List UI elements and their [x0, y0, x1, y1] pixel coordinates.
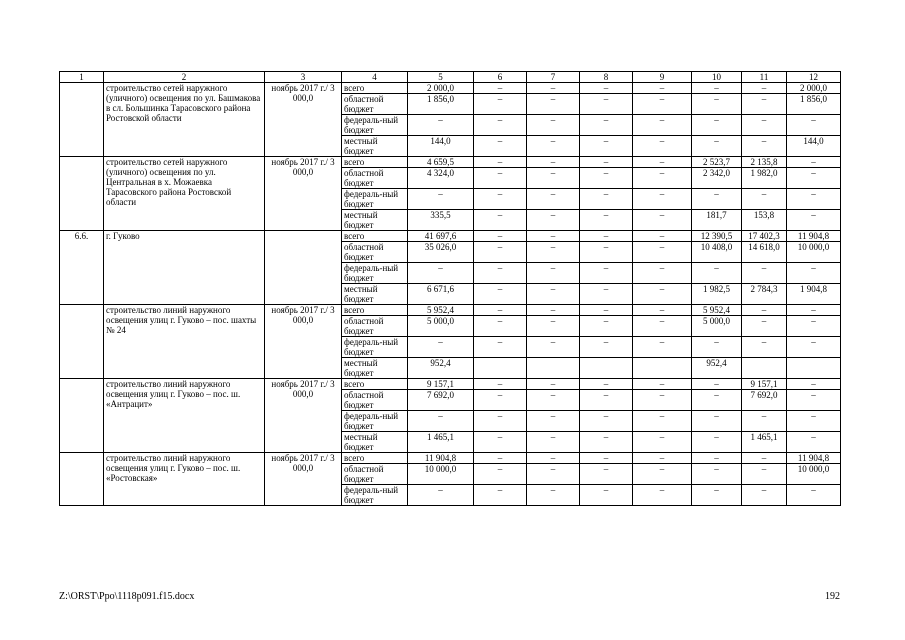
amount-cell: –: [527, 485, 580, 506]
amount-cell: –: [474, 83, 527, 94]
amount-cell: 7 692,0: [742, 390, 787, 411]
amount-cell: –: [787, 157, 841, 168]
funding-source: местный бюджет: [342, 210, 408, 231]
funding-source: всего: [342, 157, 408, 168]
amount-cell: –: [474, 411, 527, 432]
column-number: 9: [633, 72, 692, 83]
amount-cell: –: [580, 390, 633, 411]
amount-cell: –: [787, 337, 841, 358]
item-date-cost: ноябрь 2017 г./ 3 000,0: [265, 379, 342, 453]
amount-cell: 181,7: [692, 210, 742, 231]
amount-cell: –: [474, 379, 527, 390]
amount-cell: –: [580, 379, 633, 390]
amount-cell: 41 697,6: [408, 231, 474, 242]
amount-cell: 11 904,8: [787, 231, 841, 242]
amount-cell: 2 000,0: [787, 83, 841, 94]
amount-cell: 1 904,8: [787, 284, 841, 305]
amount-cell: 17 402,3: [742, 231, 787, 242]
amount-cell: –: [692, 189, 742, 210]
amount-cell: –: [787, 316, 841, 337]
amount-cell: –: [742, 485, 787, 506]
amount-cell: –: [527, 432, 580, 453]
amount-cell: 153,8: [742, 210, 787, 231]
funding-source: областной бюджет: [342, 168, 408, 189]
column-number: 10: [692, 72, 742, 83]
amount-cell: –: [742, 464, 787, 485]
amount-cell: –: [580, 210, 633, 231]
item-number: [60, 157, 104, 231]
amount-cell: [527, 358, 580, 379]
amount-cell: –: [633, 157, 692, 168]
budget-table: [59, 71, 841, 506]
amount-cell: 2 784,3: [742, 284, 787, 305]
amount-cell: –: [580, 316, 633, 337]
amount-cell: –: [787, 411, 841, 432]
funding-source: всего: [342, 83, 408, 94]
funding-source: федераль-ный бюджет: [342, 263, 408, 284]
amount-cell: –: [692, 379, 742, 390]
amount-cell: –: [633, 337, 692, 358]
amount-cell: –: [633, 379, 692, 390]
amount-cell: 2 000,0: [408, 83, 474, 94]
amount-cell: –: [633, 242, 692, 263]
amount-cell: 952,4: [692, 358, 742, 379]
funding-source: областной бюджет: [342, 316, 408, 337]
amount-cell: –: [474, 284, 527, 305]
amount-cell: –: [742, 453, 787, 464]
amount-cell: 4 659,5: [408, 157, 474, 168]
amount-cell: –: [633, 94, 692, 115]
amount-cell: –: [527, 284, 580, 305]
amount-cell: –: [408, 337, 474, 358]
amount-cell: –: [474, 115, 527, 136]
amount-cell: [742, 358, 787, 379]
amount-cell: –: [474, 432, 527, 453]
page-number: 192: [825, 591, 840, 602]
table-row: [60, 379, 841, 390]
amount-cell: [787, 358, 841, 379]
column-number: 2: [104, 72, 265, 83]
amount-cell: 1 982,5: [692, 284, 742, 305]
funding-source: областной бюджет: [342, 390, 408, 411]
column-number: 1: [60, 72, 104, 83]
amount-cell: 335,5: [408, 210, 474, 231]
amount-cell: –: [527, 210, 580, 231]
amount-cell: [633, 358, 692, 379]
column-number: 8: [580, 72, 633, 83]
amount-cell: –: [692, 411, 742, 432]
amount-cell: –: [787, 210, 841, 231]
amount-cell: –: [580, 242, 633, 263]
amount-cell: –: [527, 411, 580, 432]
amount-cell: –: [527, 168, 580, 189]
item-name: строительство линий наружного освещения улиц г. Гуково – пос. ш. «Антрацит»: [104, 379, 265, 453]
amount-cell: –: [580, 189, 633, 210]
item-date-cost: [265, 231, 342, 305]
funding-source: областной бюджет: [342, 464, 408, 485]
funding-source: всего: [342, 231, 408, 242]
amount-cell: –: [580, 168, 633, 189]
amount-cell: –: [633, 453, 692, 464]
funding-source: федераль-ный бюджет: [342, 189, 408, 210]
amount-cell: –: [527, 115, 580, 136]
amount-cell: 1 856,0: [408, 94, 474, 115]
amount-cell: 2 523,7: [692, 157, 742, 168]
amount-cell: –: [474, 390, 527, 411]
amount-cell: –: [527, 337, 580, 358]
amount-cell: –: [633, 464, 692, 485]
amount-cell: –: [742, 337, 787, 358]
amount-cell: –: [474, 453, 527, 464]
amount-cell: 1 465,1: [408, 432, 474, 453]
amount-cell: –: [527, 379, 580, 390]
item-number: [60, 305, 104, 379]
amount-cell: 952,4: [408, 358, 474, 379]
funding-source: местный бюджет: [342, 284, 408, 305]
amount-cell: –: [527, 136, 580, 157]
amount-cell: –: [474, 189, 527, 210]
amount-cell: –: [474, 337, 527, 358]
column-number: 6: [474, 72, 527, 83]
amount-cell: –: [633, 485, 692, 506]
amount-cell: –: [742, 136, 787, 157]
amount-cell: 5 000,0: [692, 316, 742, 337]
column-number: 7: [527, 72, 580, 83]
amount-cell: 10 000,0: [408, 464, 474, 485]
amount-cell: –: [527, 263, 580, 284]
amount-cell: 11 904,8: [408, 453, 474, 464]
amount-cell: –: [580, 411, 633, 432]
amount-cell: –: [787, 168, 841, 189]
amount-cell: 11 904,8: [787, 453, 841, 464]
funding-source: федераль-ный бюджет: [342, 411, 408, 432]
amount-cell: –: [742, 83, 787, 94]
item-name: строительство сетей наружного (уличного) освещения по ул. Башмакова в сл. Большинка Тарасовского района Ростовской области: [104, 83, 265, 157]
amount-cell: 2 135,8: [742, 157, 787, 168]
amount-cell: –: [692, 83, 742, 94]
item-name: строительство сетей наружного (уличного) освещения по ул. Центральная в х. Можаевка Тарасовского района Ростовской области: [104, 157, 265, 231]
amount-cell: –: [692, 337, 742, 358]
amount-cell: –: [408, 411, 474, 432]
amount-cell: –: [408, 263, 474, 284]
funding-source: местный бюджет: [342, 432, 408, 453]
amount-cell: –: [742, 189, 787, 210]
amount-cell: –: [580, 464, 633, 485]
amount-cell: –: [742, 115, 787, 136]
amount-cell: 6 671,6: [408, 284, 474, 305]
funding-source: местный бюджет: [342, 136, 408, 157]
amount-cell: –: [474, 136, 527, 157]
amount-cell: –: [742, 411, 787, 432]
amount-cell: –: [692, 485, 742, 506]
amount-cell: –: [474, 210, 527, 231]
column-number: 5: [408, 72, 474, 83]
amount-cell: –: [633, 284, 692, 305]
amount-cell: –: [580, 83, 633, 94]
amount-cell: –: [408, 485, 474, 506]
amount-cell: 144,0: [408, 136, 474, 157]
amount-cell: 5 000,0: [408, 316, 474, 337]
amount-cell: –: [633, 263, 692, 284]
funding-source: федераль-ный бюджет: [342, 115, 408, 136]
amount-cell: 5 952,4: [692, 305, 742, 316]
funding-source: федераль-ный бюджет: [342, 337, 408, 358]
amount-cell: 10 408,0: [692, 242, 742, 263]
amount-cell: –: [527, 316, 580, 337]
amount-cell: –: [408, 115, 474, 136]
item-number: 6.6.: [60, 231, 104, 305]
amount-cell: –: [408, 189, 474, 210]
amount-cell: 10 000,0: [787, 242, 841, 263]
table-row: [60, 157, 841, 168]
amount-cell: –: [527, 83, 580, 94]
table-row: [60, 231, 841, 242]
amount-cell: –: [580, 263, 633, 284]
amount-cell: –: [692, 263, 742, 284]
amount-cell: 2 342,0: [692, 168, 742, 189]
amount-cell: –: [580, 432, 633, 453]
amount-cell: –: [580, 485, 633, 506]
item-number: [60, 453, 104, 506]
amount-cell: –: [633, 115, 692, 136]
amount-cell: –: [580, 115, 633, 136]
amount-cell: 5 952,4: [408, 305, 474, 316]
amount-cell: –: [633, 136, 692, 157]
amount-cell: –: [692, 94, 742, 115]
amount-cell: 14 618,0: [742, 242, 787, 263]
funding-source: федераль-ный бюджет: [342, 485, 408, 506]
amount-cell: 10 000,0: [787, 464, 841, 485]
amount-cell: 1 982,0: [742, 168, 787, 189]
amount-cell: –: [742, 316, 787, 337]
amount-cell: –: [742, 305, 787, 316]
amount-cell: 144,0: [787, 136, 841, 157]
amount-cell: 12 390,5: [692, 231, 742, 242]
amount-cell: –: [633, 432, 692, 453]
amount-cell: –: [692, 115, 742, 136]
amount-cell: –: [527, 94, 580, 115]
amount-cell: –: [692, 453, 742, 464]
amount-cell: –: [787, 305, 841, 316]
amount-cell: –: [474, 242, 527, 263]
amount-cell: –: [580, 94, 633, 115]
item-date-cost: ноябрь 2017 г./ 3 000,0: [265, 453, 342, 506]
amount-cell: –: [527, 242, 580, 263]
amount-cell: –: [580, 231, 633, 242]
amount-cell: –: [580, 157, 633, 168]
column-number: 11: [742, 72, 787, 83]
amount-cell: –: [474, 157, 527, 168]
amount-cell: –: [692, 390, 742, 411]
amount-cell: 9 157,1: [408, 379, 474, 390]
table-row: [60, 305, 841, 316]
amount-cell: –: [633, 390, 692, 411]
amount-cell: –: [527, 390, 580, 411]
funding-source: областной бюджет: [342, 242, 408, 263]
amount-cell: –: [474, 464, 527, 485]
amount-cell: –: [633, 168, 692, 189]
funding-source: всего: [342, 453, 408, 464]
funding-source: областной бюджет: [342, 94, 408, 115]
amount-cell: –: [474, 305, 527, 316]
item-name: строительство линий наружного освещения улиц г. Гуково – пос. шахты № 24: [104, 305, 265, 379]
item-name: г. Гуково: [104, 231, 265, 305]
amount-cell: –: [633, 210, 692, 231]
funding-source: всего: [342, 379, 408, 390]
amount-cell: 35 026,0: [408, 242, 474, 263]
amount-cell: –: [787, 115, 841, 136]
amount-cell: –: [527, 453, 580, 464]
item-date-cost: ноябрь 2017 г./ 3 000,0: [265, 305, 342, 379]
amount-cell: –: [787, 390, 841, 411]
item-name: строительство линий наружного освещения улиц г. Гуково – пос. ш. «Ростовская»: [104, 453, 265, 506]
amount-cell: [580, 358, 633, 379]
amount-cell: –: [692, 464, 742, 485]
amount-cell: –: [787, 379, 841, 390]
amount-cell: –: [527, 231, 580, 242]
amount-cell: 9 157,1: [742, 379, 787, 390]
amount-cell: –: [580, 337, 633, 358]
amount-cell: –: [633, 411, 692, 432]
amount-cell: –: [527, 464, 580, 485]
table-row: [60, 83, 841, 94]
item-date-cost: ноябрь 2017 г./ 3 000,0: [265, 83, 342, 157]
amount-cell: –: [633, 305, 692, 316]
amount-cell: –: [742, 263, 787, 284]
column-number: 3: [265, 72, 342, 83]
amount-cell: –: [633, 316, 692, 337]
amount-cell: –: [633, 83, 692, 94]
amount-cell: –: [787, 485, 841, 506]
amount-cell: 7 692,0: [408, 390, 474, 411]
amount-cell: –: [527, 189, 580, 210]
column-number: 4: [342, 72, 408, 83]
funding-source: местный бюджет: [342, 358, 408, 379]
amount-cell: 1 856,0: [787, 94, 841, 115]
document-page: [59, 71, 840, 506]
amount-cell: –: [580, 453, 633, 464]
column-number: 12: [787, 72, 841, 83]
amount-cell: –: [474, 231, 527, 242]
amount-cell: –: [692, 432, 742, 453]
item-number: [60, 83, 104, 157]
amount-cell: –: [474, 485, 527, 506]
amount-cell: –: [580, 284, 633, 305]
amount-cell: –: [633, 189, 692, 210]
amount-cell: 4 324,0: [408, 168, 474, 189]
amount-cell: –: [742, 94, 787, 115]
amount-cell: [474, 358, 527, 379]
amount-cell: –: [474, 263, 527, 284]
amount-cell: –: [692, 136, 742, 157]
amount-cell: –: [580, 136, 633, 157]
amount-cell: –: [580, 305, 633, 316]
item-number: [60, 379, 104, 453]
amount-cell: –: [787, 263, 841, 284]
amount-cell: –: [474, 316, 527, 337]
file-path: Z:\ORST\Ppo\1118p091.f15.docx: [59, 591, 195, 602]
table-row: [60, 453, 841, 464]
amount-cell: 1 465,1: [742, 432, 787, 453]
amount-cell: –: [787, 432, 841, 453]
item-date-cost: ноябрь 2017 г./ 3 000,0: [265, 157, 342, 231]
amount-cell: –: [474, 94, 527, 115]
amount-cell: –: [633, 231, 692, 242]
amount-cell: –: [474, 168, 527, 189]
amount-cell: –: [527, 305, 580, 316]
amount-cell: –: [527, 157, 580, 168]
amount-cell: –: [787, 189, 841, 210]
funding-source: всего: [342, 305, 408, 316]
column-number-row: [60, 72, 841, 83]
